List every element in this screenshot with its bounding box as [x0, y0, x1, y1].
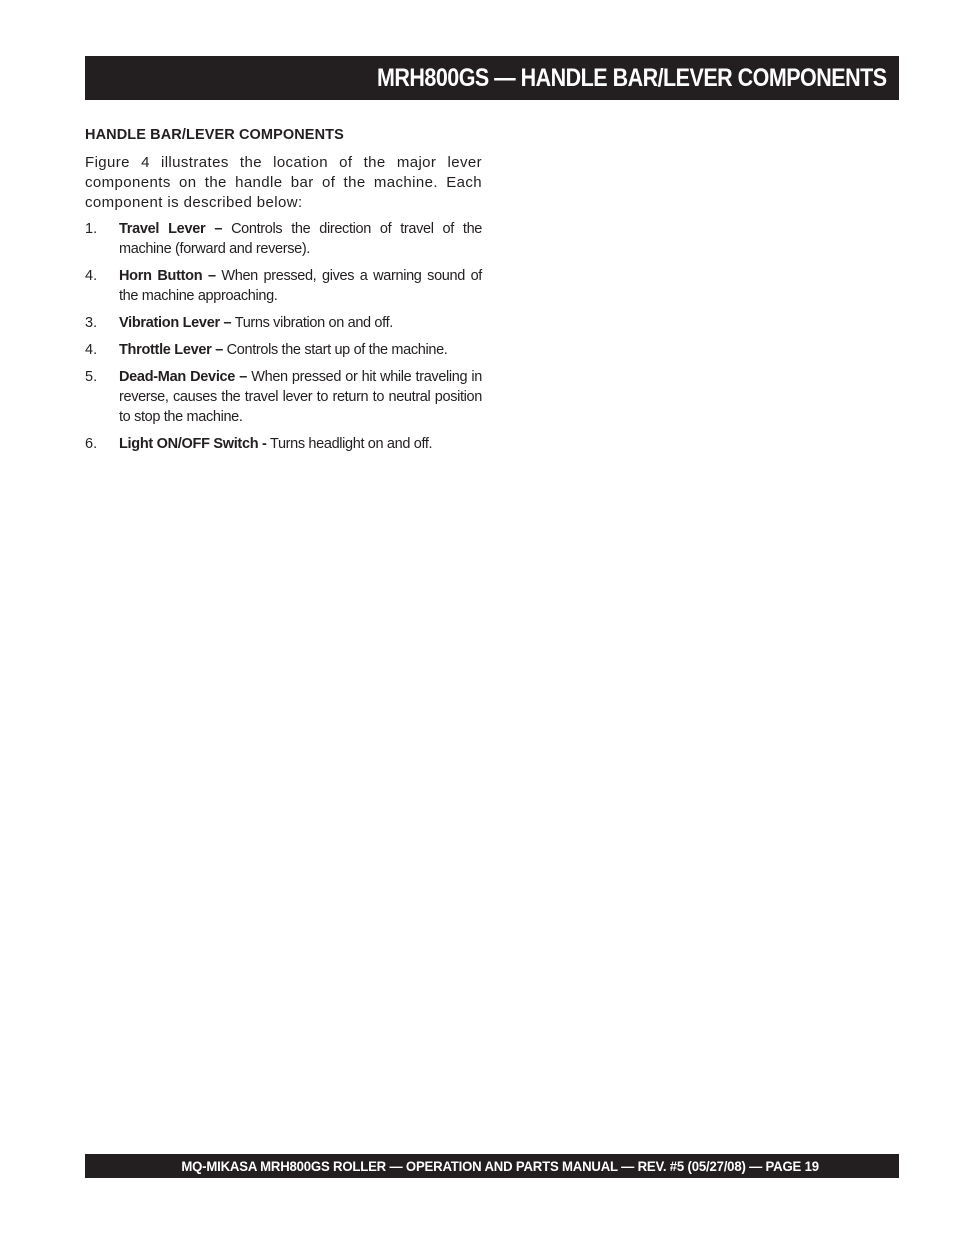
item-name: Light ON/OFF Switch - — [119, 436, 267, 452]
page-header-bar — [85, 56, 899, 100]
component-list — [85, 219, 482, 454]
item-body — [119, 434, 482, 454]
item-number: 1. — [85, 221, 98, 237]
item-body — [119, 340, 482, 360]
item-body — [119, 313, 482, 333]
item-number: 5. — [85, 369, 98, 385]
item-name: Travel Lever – — [119, 221, 223, 237]
item-description: Controls the start up of the machine. — [226, 342, 448, 358]
list-item — [85, 340, 482, 360]
item-name: Throttle Lever – — [119, 342, 223, 358]
item-number: 3. — [85, 315, 98, 331]
list-item — [85, 219, 482, 259]
intro-paragraph: Figure 4 illustrates the location of the major lever components on the handle bar of the machine. Each component is described below: — [85, 154, 482, 211]
list-item — [85, 367, 482, 427]
list-item — [85, 266, 482, 306]
item-description: Turns vibration on and off. — [234, 315, 393, 331]
item-name: Dead-Man Device – — [119, 369, 248, 385]
item-name: Vibration Lever – — [119, 315, 232, 331]
item-description: Turns headlight on and off. — [269, 436, 433, 452]
item-body — [119, 266, 482, 306]
section-heading: HANDLE BAR/LEVER COMPONENTS — [85, 127, 344, 143]
list-item — [85, 434, 482, 454]
item-body — [119, 219, 482, 259]
main-content — [85, 125, 482, 461]
item-body — [119, 367, 482, 427]
item-description: Controls the direction of travel of the machine (forward and reverse). — [119, 221, 482, 257]
item-description: When pressed or hit while traveling in reverse, causes the travel lever to return to neutral position to stop the machine. — [119, 369, 482, 425]
item-description: When pressed, gives a warning sound of the machine approaching. — [119, 268, 482, 304]
item-number: 4. — [85, 268, 98, 284]
page-footer-bar — [85, 1154, 899, 1178]
item-number: 6. — [85, 436, 98, 452]
footer-text: MQ-MIKASA MRH800GS ROLLER — OPERATION AND PARTS MANUAL — REV. #5 (05/27/08) — PAGE 19 — [181, 1158, 819, 1174]
item-name: Horn Button – — [119, 268, 216, 284]
item-number: 4. — [85, 342, 98, 358]
page-title: MRH800GS — HANDLE BAR/LEVER COMPONENTS — [377, 63, 887, 92]
list-item — [85, 313, 482, 333]
